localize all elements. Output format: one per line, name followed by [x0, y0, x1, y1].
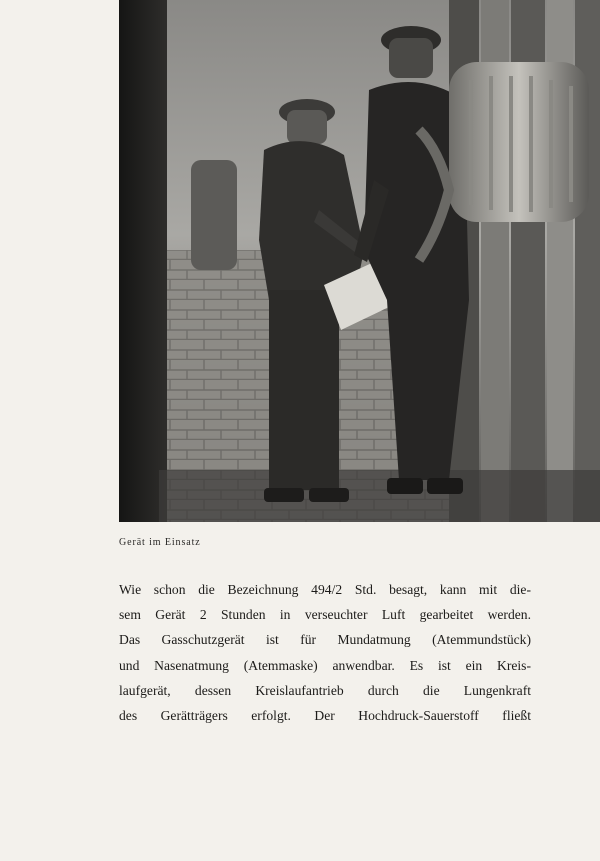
text-line: des Gerätträgers erfolgt. Der Hochdruck-Sauerstoff fließt [119, 708, 531, 724]
figure-caption: Gerät im Einsatz [119, 537, 201, 548]
text-line: laufgerät, dessen Kreislaufantrieb durch die Lungenkraft [119, 682, 531, 698]
text-line: und Nasenatmung (Atemmaske) anwendbar. Es ist ein Kreis- [119, 657, 531, 673]
text-line: Wie schon die Bezeichnung 494/2 Std. besagt, kann mit die- [119, 582, 531, 597]
body-paragraph [119, 577, 531, 728]
photograph [119, 0, 600, 522]
text-line: Das Gasschutzgerät ist für Mundatmung (Atemmundstück) [119, 632, 531, 648]
text-line: sem Gerät 2 Stunden in verseuchter Luft gearbeitet werden. [119, 607, 531, 623]
photo-illustration [119, 0, 600, 522]
